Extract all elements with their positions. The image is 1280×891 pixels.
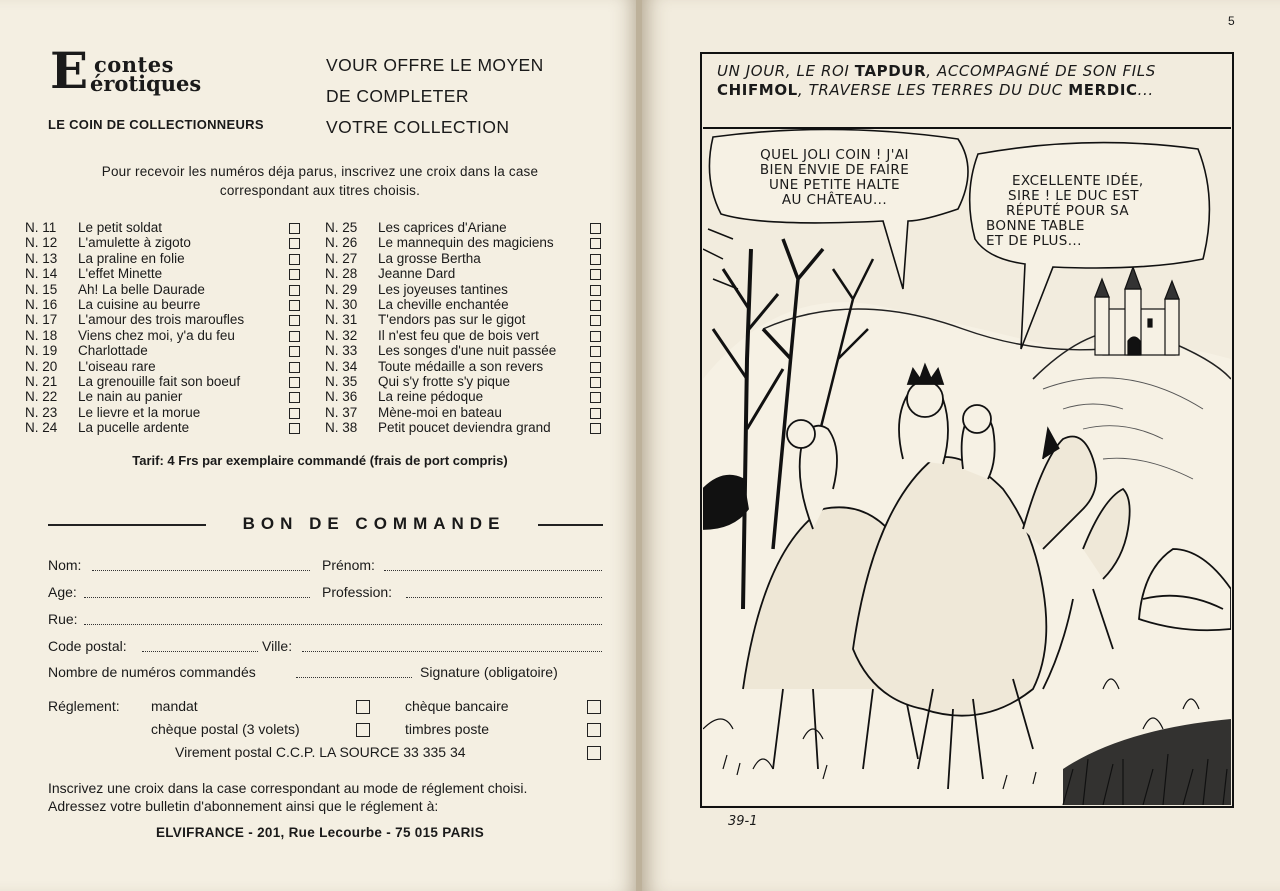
logo-line-1: contes <box>94 52 174 77</box>
prenom-field[interactable] <box>384 570 602 571</box>
code-postal-field[interactable] <box>142 651 258 652</box>
speech-line: UNE PETITE HALTE <box>769 177 900 193</box>
issue-checkbox[interactable] <box>289 408 300 419</box>
issue-title: L'effet Minette <box>78 266 163 282</box>
offer-line: VOUR OFFRE LE MOYEN <box>326 55 544 75</box>
issue-title: Mène-moi en bateau <box>378 404 502 420</box>
footer-address-note: Adressez votre bulletin d'abonnement ainsi que le réglement à: <box>48 798 439 814</box>
issue-title: Le nain au panier <box>78 389 183 405</box>
issue-row <box>325 389 605 404</box>
order-form-title: BON DE COMMANDE <box>242 514 506 533</box>
caption-king-name: TAPDUR <box>854 62 927 80</box>
profession-field[interactable] <box>406 597 602 598</box>
issue-title: T'endors pas sur le gigot <box>378 312 526 328</box>
ville-label: Ville: <box>262 638 293 654</box>
issue-row <box>25 359 305 374</box>
issue-row <box>325 282 605 297</box>
nom-label: Nom: <box>48 557 82 573</box>
issue-title: La cheville enchantée <box>378 296 509 312</box>
footer-instruction: Inscrivez une croix dans la case correspondant au mode de réglement choisi. <box>48 780 528 796</box>
issue-row <box>325 220 605 235</box>
issue-number: N. 22 <box>25 389 58 405</box>
issue-number: N. 34 <box>325 358 358 374</box>
rue-label: Rue: <box>48 611 78 627</box>
panel-reference: 39-1 <box>728 814 758 829</box>
virement-label: Virement postal C.C.P. LA SOURCE 33 335 34 <box>175 744 466 760</box>
issue-checkbox[interactable] <box>590 331 601 342</box>
issue-row <box>325 297 605 312</box>
issue-title: Jeanne Dard <box>378 266 456 282</box>
issue-title: Qui s'y frotte s'y pique <box>378 373 510 389</box>
issue-number: N. 24 <box>25 420 58 436</box>
issue-title: Le lievre et la morue <box>78 404 201 420</box>
caption-part: , TRAVERSE LES TERRES DU DUC <box>797 81 1063 99</box>
issue-number: N. 12 <box>25 235 58 251</box>
nom-field[interactable] <box>92 570 310 571</box>
issue-number: N. 13 <box>25 250 58 266</box>
tarif-note: Tarif: 4 Frs par exemplaire commandé (frais de port compris) <box>132 453 508 468</box>
issue-number: N. 26 <box>325 235 358 251</box>
comic-panel-frame <box>700 52 1234 808</box>
issue-number: N. 25 <box>325 220 358 235</box>
issue-number: N. 19 <box>25 343 58 359</box>
issue-row <box>325 266 605 281</box>
issue-number: N. 37 <box>325 404 358 420</box>
issue-row <box>325 374 605 389</box>
issue-checkbox[interactable] <box>590 223 601 234</box>
issue-number: N. 15 <box>25 281 58 297</box>
issue-number: N. 29 <box>325 281 358 297</box>
issue-checkbox[interactable] <box>289 300 300 311</box>
issue-row <box>325 359 605 374</box>
issue-number: N. 14 <box>25 266 58 282</box>
issue-row <box>325 251 605 266</box>
speech-line: BIEN ENVIE DE FAIRE <box>759 162 910 178</box>
left-page <box>0 0 638 891</box>
issue-row <box>325 405 605 420</box>
issue-checkbox[interactable] <box>289 254 300 265</box>
caption-part: , ACCOMPAGNÉ DE SON <box>926 62 1118 80</box>
prenom-label: Prénom: <box>322 557 375 573</box>
issue-row <box>325 235 605 250</box>
virement-checkbox[interactable] <box>587 746 601 760</box>
order-form-heading <box>48 514 603 536</box>
issue-row <box>25 343 305 358</box>
issue-number: N. 38 <box>325 420 358 436</box>
speech-line: BONNE TABLE <box>986 218 1085 234</box>
offer-heading <box>326 50 544 143</box>
issue-row <box>25 312 305 327</box>
age-label: Age: <box>48 584 77 600</box>
issue-title: Le petit soldat <box>78 220 163 235</box>
issue-number: N. 28 <box>325 266 358 282</box>
timbres-label: timbres poste <box>405 721 490 737</box>
ville-field[interactable] <box>302 651 602 652</box>
issue-row <box>25 328 305 343</box>
issue-row <box>25 405 305 420</box>
issue-checkbox[interactable] <box>289 331 300 342</box>
issue-row <box>25 389 305 404</box>
caption-duke-name: MERDIC <box>1068 81 1138 99</box>
issue-row <box>325 420 605 435</box>
caption-part: FILS <box>1122 62 1156 80</box>
rue-field[interactable] <box>84 624 602 625</box>
issue-title: La cuisine au beurre <box>78 296 201 312</box>
issue-title: Viens chez moi, y'a du feu <box>78 327 235 343</box>
issue-number: N. 16 <box>25 296 58 312</box>
speech-line: SIRE ! LE DUC EST <box>1008 188 1139 204</box>
issue-row <box>25 220 305 235</box>
cheque-postal-label: chèque postal (3 volets) <box>151 721 300 737</box>
speech-line: AU CHÂTEAU... <box>781 192 888 208</box>
issue-title: La grenouille fait son boeuf <box>78 373 241 389</box>
issue-title: L'amour des trois maroufles <box>78 312 245 328</box>
issue-title: La pucelle ardente <box>78 420 190 436</box>
issue-row <box>325 328 605 343</box>
issue-row <box>25 420 305 435</box>
code-postal-label: Code postal: <box>48 638 127 654</box>
issue-checkbox[interactable] <box>289 285 300 296</box>
issue-checkbox[interactable] <box>590 346 601 357</box>
issue-checkbox[interactable] <box>289 346 300 357</box>
issue-row <box>25 266 305 281</box>
contes-erotiques-logo <box>50 41 265 100</box>
issue-list-left <box>25 220 305 435</box>
nombre-field[interactable] <box>296 677 412 678</box>
heading-rule-right <box>538 524 603 526</box>
issue-number: N. 31 <box>325 312 358 328</box>
issue-title: Charlottade <box>78 343 148 359</box>
issue-number: N. 32 <box>325 327 358 343</box>
issue-checkbox[interactable] <box>289 315 300 326</box>
speech-line: EXCELLENTE IDÉE, <box>1012 173 1144 189</box>
cheque-postal-checkbox[interactable] <box>356 723 370 737</box>
issue-number: N. 11 <box>25 220 57 235</box>
issue-row <box>25 251 305 266</box>
mandat-label: mandat <box>151 698 198 714</box>
issue-title: Petit poucet deviendra grand <box>378 420 551 436</box>
profession-label: Profession: <box>322 584 393 600</box>
issue-number: N. 36 <box>325 389 358 405</box>
collectors-corner-heading: LE COIN DE COLLECTIONNEURS <box>48 117 264 132</box>
issue-number: N. 20 <box>25 358 58 374</box>
signature-label: Signature (obligatoire) <box>420 664 558 680</box>
issue-row <box>25 235 305 250</box>
offer-line: VOTRE COLLECTION <box>326 117 510 137</box>
issue-row <box>25 297 305 312</box>
issue-checkbox[interactable] <box>590 254 601 265</box>
caption-part: UN JOUR, LE ROI <box>717 62 850 80</box>
issue-number: N. 27 <box>325 250 358 266</box>
issue-row <box>325 312 605 327</box>
cheque-bancaire-label: chèque bancaire <box>405 698 509 714</box>
issue-title: Les joyeuses tantines <box>378 281 508 297</box>
issue-checkbox[interactable] <box>289 392 300 403</box>
caption-part: ... <box>1137 81 1154 99</box>
issue-title: La praline en folie <box>78 250 185 266</box>
issue-title: Il n'est feu que de bois vert <box>378 327 539 343</box>
issue-row <box>25 282 305 297</box>
reglement-label: Réglement: <box>48 698 120 714</box>
issue-title: La reine pédoque <box>378 389 484 405</box>
issue-checkbox[interactable] <box>289 362 300 373</box>
issue-checkbox[interactable] <box>590 315 601 326</box>
issue-row <box>25 374 305 389</box>
intro-line: correspondant aux titres choisis. <box>219 183 421 198</box>
issue-checkbox[interactable] <box>590 269 601 280</box>
speech-line: RÉPUTÉ POUR SA <box>1006 203 1129 219</box>
logo-initial: E <box>50 41 89 100</box>
issue-title: Les songes d'une nuit passée <box>378 343 557 359</box>
age-field[interactable] <box>84 597 310 598</box>
issue-number: N. 17 <box>25 312 58 328</box>
mandat-checkbox[interactable] <box>356 700 370 714</box>
nombre-label: Nombre de numéros commandés <box>48 664 256 680</box>
issue-checkbox[interactable] <box>289 223 300 234</box>
issue-checkbox[interactable] <box>289 377 300 388</box>
issue-checkbox[interactable] <box>289 269 300 280</box>
issue-title: L'amulette à zigoto <box>78 235 191 251</box>
issue-checkbox[interactable] <box>590 408 601 419</box>
issue-number: N. 21 <box>25 373 58 389</box>
issue-checkbox[interactable] <box>289 423 300 434</box>
issue-checkbox[interactable] <box>590 238 601 249</box>
issue-list-right <box>325 220 605 435</box>
logo-line-2: érotiques <box>90 71 202 96</box>
issue-title: Ah! La belle Daurade <box>78 281 205 297</box>
speech-line: ET DE PLUS... <box>986 233 1082 249</box>
issue-checkbox[interactable] <box>590 362 601 373</box>
issue-number: N. 35 <box>325 373 358 389</box>
issue-title: La grosse Bertha <box>378 250 481 266</box>
issue-title: Toute médaille a son revers <box>378 358 544 374</box>
issue-title: Le mannequin des magiciens <box>378 235 554 251</box>
issue-checkbox[interactable] <box>590 377 601 388</box>
issue-checkbox[interactable] <box>289 238 300 249</box>
issue-checkbox[interactable] <box>590 285 601 296</box>
caption-son-name: CHIFMOL <box>717 81 798 99</box>
issue-checkbox[interactable] <box>590 423 601 434</box>
issue-number: N. 33 <box>325 343 358 359</box>
issue-title: L'oiseau rare <box>78 358 156 374</box>
issue-title: Les caprices d'Ariane <box>378 220 507 235</box>
issue-number: N. 18 <box>25 327 58 343</box>
publisher-address: ELVIFRANCE - 201, Rue Lecourbe - 75 015 PARIS <box>155 825 485 840</box>
cheque-bancaire-checkbox[interactable] <box>587 700 601 714</box>
intro-line: Pour recevoir les numéros déja parus, inscrivez une croix dans la case <box>101 164 539 179</box>
issue-number: N. 30 <box>325 296 358 312</box>
page-number: 5 <box>1228 14 1235 28</box>
intro-text <box>40 162 600 200</box>
heading-rule-left <box>48 524 206 526</box>
issue-row <box>325 343 605 358</box>
speech-line: QUEL JOLI COIN ! J'AI <box>760 147 909 163</box>
issue-number: N. 23 <box>25 404 58 420</box>
timbres-checkbox[interactable] <box>587 723 601 737</box>
issue-checkbox[interactable] <box>590 300 601 311</box>
offer-line: DE COMPLETER <box>326 86 469 106</box>
issue-checkbox[interactable] <box>590 392 601 403</box>
